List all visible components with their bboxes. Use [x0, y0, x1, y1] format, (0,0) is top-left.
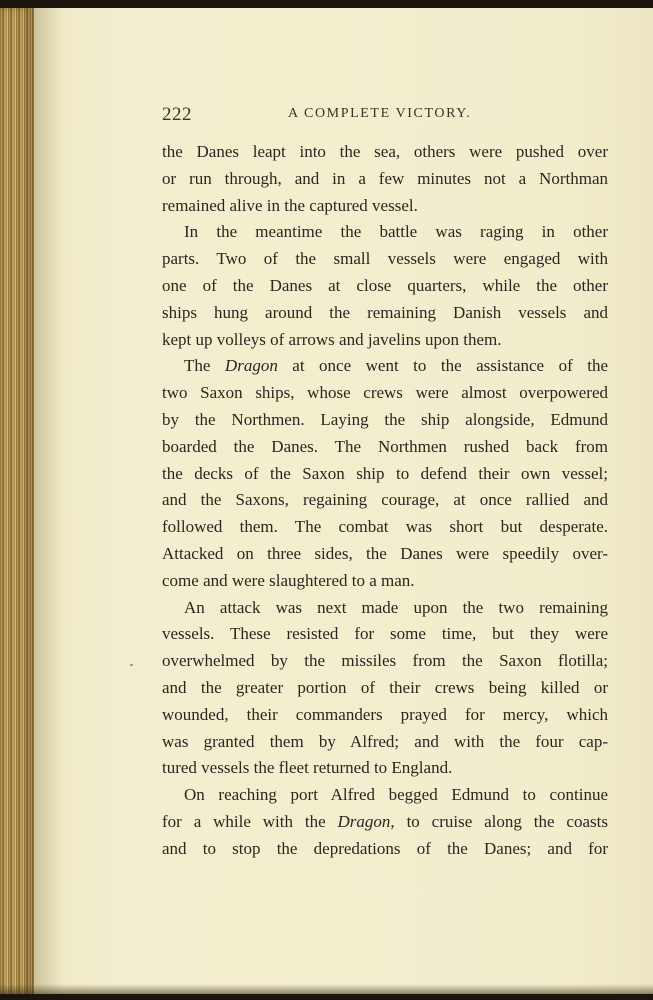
text-line: boarded the Danes. The Northmen rushed back from [162, 436, 608, 456]
text-line-segment: The [184, 356, 225, 376]
text-line: one of the Danes at close quarters, while the other [162, 275, 608, 295]
body-text [162, 139, 608, 863]
text-line: followed them. The combat was short but desperate. [162, 517, 608, 537]
text-line: two Saxon ships, whose crews were almost overpowered [162, 383, 608, 403]
text-line-segment: to cruise along the coasts [394, 811, 608, 831]
book-binding [0, 8, 34, 994]
text-line: parts. Two of the small vessels were engaged with [162, 249, 608, 269]
text-line: was granted them by Alfred; and with the four cap- [162, 731, 608, 751]
book-page [0, 8, 653, 994]
text-line: vessels. These resisted for some time, but they were [162, 624, 608, 644]
text-line: overwhelmed by the missiles from the Saxon flotilla; [162, 651, 608, 671]
text-line: kept up volleys of arrows and javelins upon them. [162, 329, 502, 349]
page-header [162, 104, 608, 128]
text-line-segment: for a while with the [162, 811, 338, 831]
paper-speck [130, 664, 133, 666]
text-line: wounded, their commanders prayed for mercy, which [162, 704, 608, 724]
text-line: the Danes leapt into the sea, others were pushed over [162, 142, 608, 161]
ship-name: Dragon [224, 356, 278, 376]
text-line: ships hung around the remaining Danish vessels and [162, 302, 608, 322]
text-line: Attacked on three sides, the Danes were speedily over- [162, 543, 608, 563]
text-line: In the meantime the battle was raging in other [184, 222, 608, 242]
text-line: On reaching port Alfred begged Edmund to continue [184, 785, 608, 805]
text-line: and the Saxons, regaining courage, at once rallied and [162, 490, 608, 510]
text-line [162, 353, 608, 380]
text-line: and the greater portion of their crews being killed or [162, 677, 608, 697]
ship-name: Dragon, [337, 811, 395, 831]
text-line-segment: at once went to the assistance of the [277, 356, 608, 376]
gutter-shadow [34, 8, 64, 994]
text-line: the decks of the Saxon ship to defend their own vessel; [162, 463, 608, 483]
page-number: 222 [162, 104, 192, 125]
running-head: A COMPLETE VICTORY. [288, 106, 472, 121]
page-bottom-edge [0, 984, 653, 994]
text-line: tured vessels the fleet returned to England. [162, 758, 453, 778]
text-line: and to stop the depredations of the Danes; and for [162, 838, 608, 858]
text-line: remained alive in the captured vessel. [162, 195, 418, 215]
text-line [162, 809, 608, 836]
text-line: by the Northmen. Laying the ship alongside, Edmund [162, 409, 608, 429]
text-line: come and were slaughtered to a man. [162, 570, 415, 590]
text-line: An attack was next made upon the two remaining [184, 597, 608, 617]
text-line: or run through, and in a few minutes not a Northman [162, 168, 608, 188]
